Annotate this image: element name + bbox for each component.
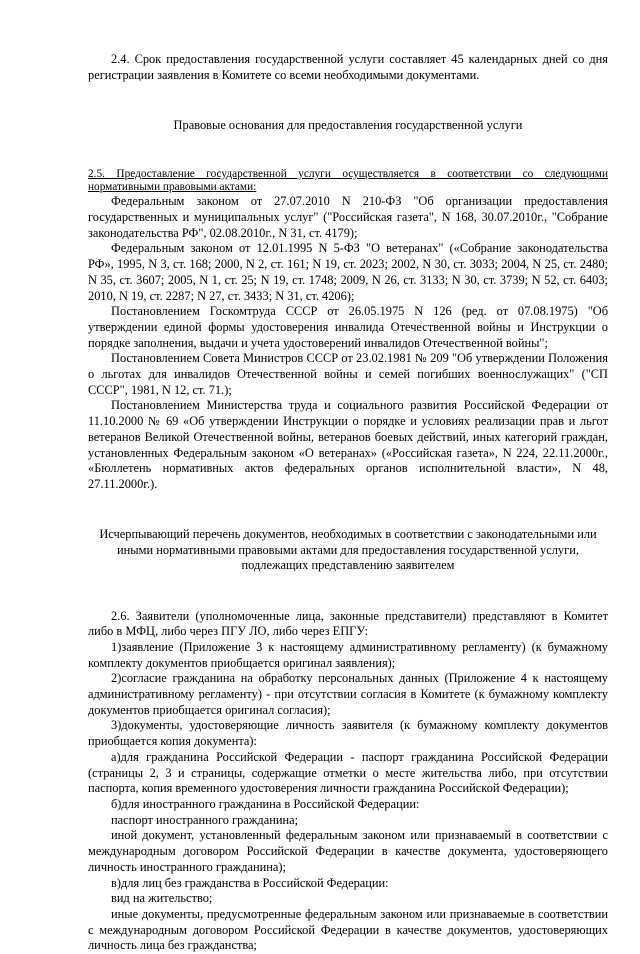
legal-act-4: Постановлением Совета Министров СССР от 23.02.1981 № 209 "Об утверждении Положения о льготах для инвалидов Отечественной войны и семей погибших военнослужащих" ("СП СССР", 1981, N 12, ст. 71.);: [88, 351, 608, 397]
document-page: [88, 52, 608, 954]
legal-act-1: Федеральным законом от 27.07.2010 N 210-ФЗ "Об организации предоставления государственных и муниципальных услуг" ("Российская газета", N 168, 30.07.2010г., "Собрание законодательства РФ", 02.08.2010г., N 31, ст. 4179);: [88, 194, 608, 240]
list-item-consent: 2)согласие гражданина на обработку персональных данных (Приложение 4 к настоящему административному регламенту) - при отсутствии согласия в Комитете (к бумажному комплекту документов приобщается оригинал согласия);: [88, 671, 608, 717]
heading-legal-basis: Правовые основания для предоставления государственной услуги: [173, 117, 523, 132]
list-item-other-foreign-doc: иной документ, установленный федеральным законом или признаваемый в соответствии с международным договором Российской Федерации в качестве документа, удостоверяющего личность иностранного гражданина);: [88, 828, 608, 874]
list-item-stateless: в)для лиц без гражданства в Российской Федерации:: [111, 875, 389, 890]
paragraph-2-4: 2.4. Срок предоставления государственной услуги составляет 45 календарных дней со дня регистрации заявления в Комитете со всеми необходимыми документами.: [88, 52, 608, 82]
legal-act-2: Федеральным законом от 12.01.1995 N 5-ФЗ "О ветеранах" («Собрание законодательства РФ», 1995, N 3, ст. 168; 2000, N 2, ст. 161; N 19, ст. 2023; 2002, N 30, ст. 3033; 2004, N 25, ст. 2480; N 35, ст. 3607; 2005, N 1, ст. 25; N 19, ст. 1748; 2009, N 26, ст. 3133; N 30, ст. 3739; N 52, ст. 6403; 2010, N 19, ст. 2287; N 27, ст. 3433; N 31, ст. 4206);: [88, 241, 608, 303]
list-item-citizen: а)для гражданина Российской Федерации - паспорт гражданина Российской Федерации (страницы 2, 3 и страницы, содержащие отметки о месте жительства либо, при отсутствии паспорта, копия временного удостоверения личности гражданина Российской Федерации);: [88, 749, 608, 796]
legal-act-3: Постановлением Госкомтруда СССР от 26.05.1975 N 126 (ред. от 07.08.1975) "Об утверждении единой формы удостоверения инвалида Отечественной войны и Инструкции о порядке заполнения, выдачи и учета удостоверений инвалидов Отечественной войны";: [88, 304, 608, 350]
heading-documents-list: Исчерпывающий перечень документов, необходимых в соответствии с законодательными или иными нормативными правовыми актами для предоставления государственной услуги, подлежащих представлению заявителем: [99, 527, 597, 573]
paragraph-2-5: 2.5. Предоставление государственной услуги осуществляется в соответствии со следующими нормативными правовыми актами:: [88, 167, 608, 194]
list-item-residence-permit: вид на жительство;: [111, 891, 213, 906]
list-item-identity-docs: 3)документы, удостоверяющие личность заявителя (к бумажному комплекту документов приобщается копия документа):: [88, 718, 608, 749]
legal-act-5: Постановлением Министерства труда и социального развития Российской Федерации от 11.10.2000 № 69 «Об утверждении Инструкции о порядке и условиях реализации прав и льгот ветеранов Великой Отечественной войны, ветеранов боевых действий, иных категорий граждан, установленных Федеральным законом «О ветеранах» («Российская газета», N 224, 22.11.2000г., «Бюллетень нормативных актов федеральных органов исполнительной власти», N 48, 27.11.2000г.).: [88, 398, 608, 491]
list-item-other-stateless-docs: иные документы, предусмотренные федеральным законом или признаваемые в соответствии с международным договором Российской Федерации в качестве документов, удостоверяющих личность лица без гражданства;: [88, 906, 608, 953]
list-item-foreign-passport: паспорт иностранного гражданина;: [111, 812, 299, 827]
paragraph-2-6: 2.6. Заявители (уполномоченные лица, законные представители) представляют в Комитет либо в МФЦ, либо через ПГУ ЛО, либо через ЕПГУ:: [88, 608, 608, 639]
list-item-foreigner: б)для иностранного гражданина в Российской Федерации:: [111, 796, 420, 811]
list-item-application: 1)заявление (Приложение 3 к настоящему административному регламенту) (к бумажному комплекту документов приобщается оригинал заявления);: [88, 639, 608, 670]
